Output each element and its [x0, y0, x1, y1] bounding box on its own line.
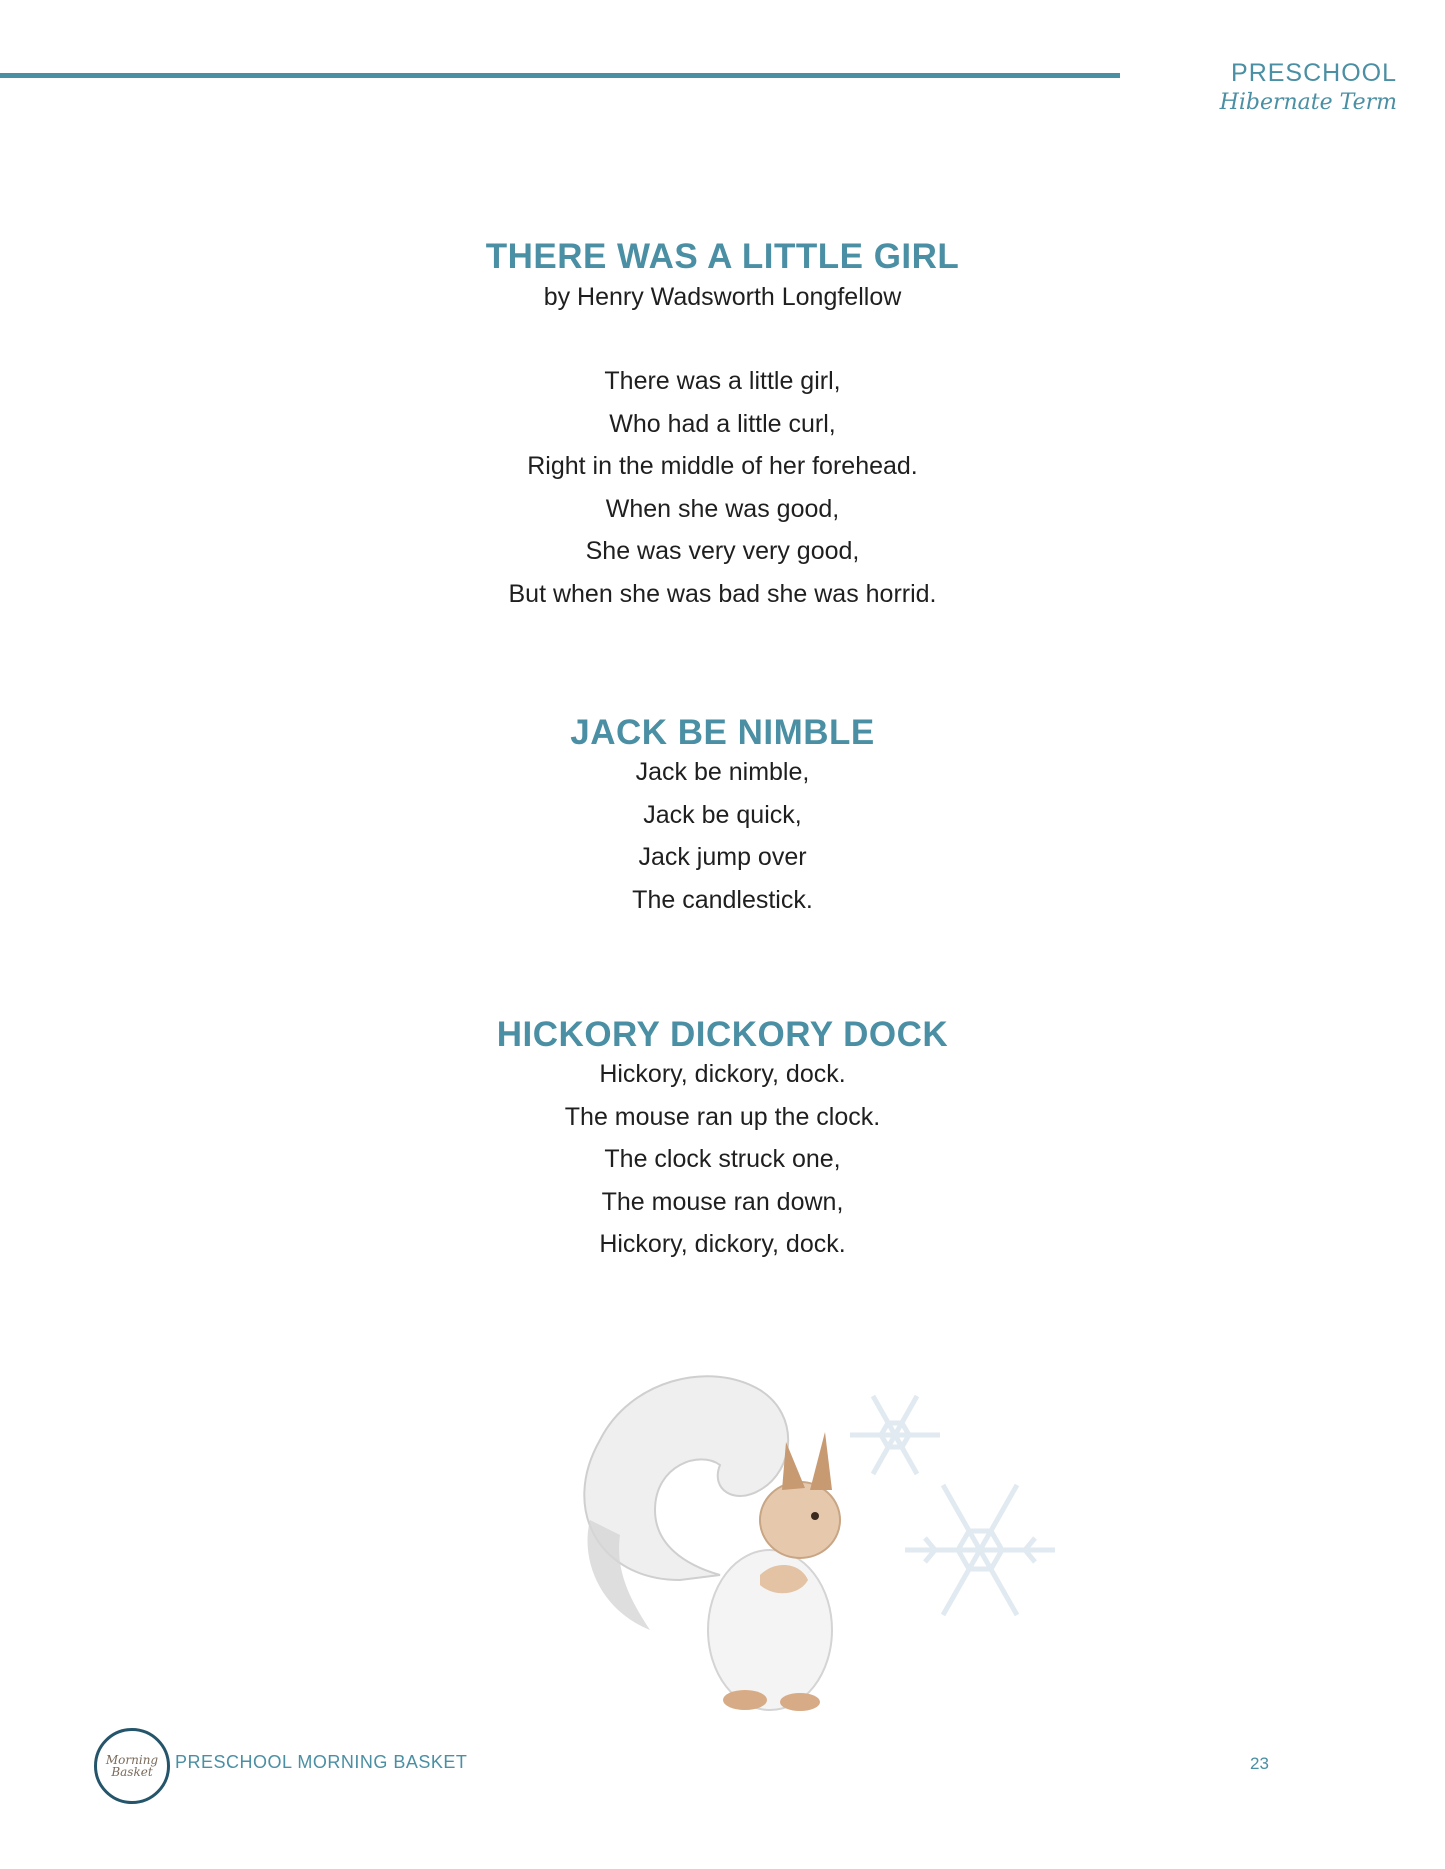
poem-title: THERE WAS A LITTLE GIRL	[485, 237, 960, 276]
footer-title: PRESCHOOL MORNING BASKET	[175, 1752, 468, 1772]
logo-text: Morning Basket	[105, 1753, 159, 1779]
poem-lines	[0, 360, 1445, 615]
brand-logo	[94, 1728, 170, 1804]
poem-title: JACK BE NIMBLE	[570, 713, 875, 752]
poem-little-girl	[0, 236, 1445, 615]
poem-line: Jack be nimble,	[635, 758, 810, 786]
poem-line: The mouse ran up the clock.	[564, 1102, 881, 1131]
poem-line: Who had a little curl,	[609, 409, 836, 438]
poem-author: by Henry Wadsworth Longfellow	[543, 283, 902, 311]
poem-line: Jack be quick,	[643, 800, 802, 829]
poem-lines	[0, 1053, 1445, 1266]
poem-line: Right in the middle of her forehead.	[527, 452, 918, 480]
poem-line: She was very very good,	[585, 537, 860, 565]
poem-hickory-dickory-dock	[0, 1014, 1445, 1266]
header-label	[1220, 58, 1397, 116]
header-rule	[0, 73, 1120, 78]
poem-jack-be-nimble	[0, 712, 1445, 921]
squirrel-icon	[584, 1376, 840, 1711]
poems-container	[0, 236, 1445, 1266]
poem-line: But when she was bad she was horrid.	[508, 579, 937, 608]
poem-line: When she was good,	[605, 494, 840, 523]
header-title: PRESCHOOL	[1231, 59, 1397, 87]
snowflake-icon	[850, 1396, 1055, 1615]
poem-line: Hickory, dickory, dock.	[599, 1230, 846, 1258]
poem-line: The clock struck one,	[604, 1145, 841, 1173]
poem-line: There was a little girl,	[604, 367, 841, 395]
squirrel-illustration	[560, 1340, 1080, 1720]
poem-line: The mouse ran down,	[601, 1187, 844, 1216]
poem-line: Hickory, dickory, dock.	[599, 1060, 846, 1088]
page-number: 23	[1250, 1754, 1269, 1773]
poem-lines	[0, 751, 1445, 921]
header-subtitle: Hibernate Term	[1219, 90, 1397, 115]
poem-title: HICKORY DICKORY DOCK	[496, 1015, 949, 1054]
poem-line: Jack jump over	[638, 843, 807, 871]
poem-line: The candlestick.	[632, 885, 813, 914]
